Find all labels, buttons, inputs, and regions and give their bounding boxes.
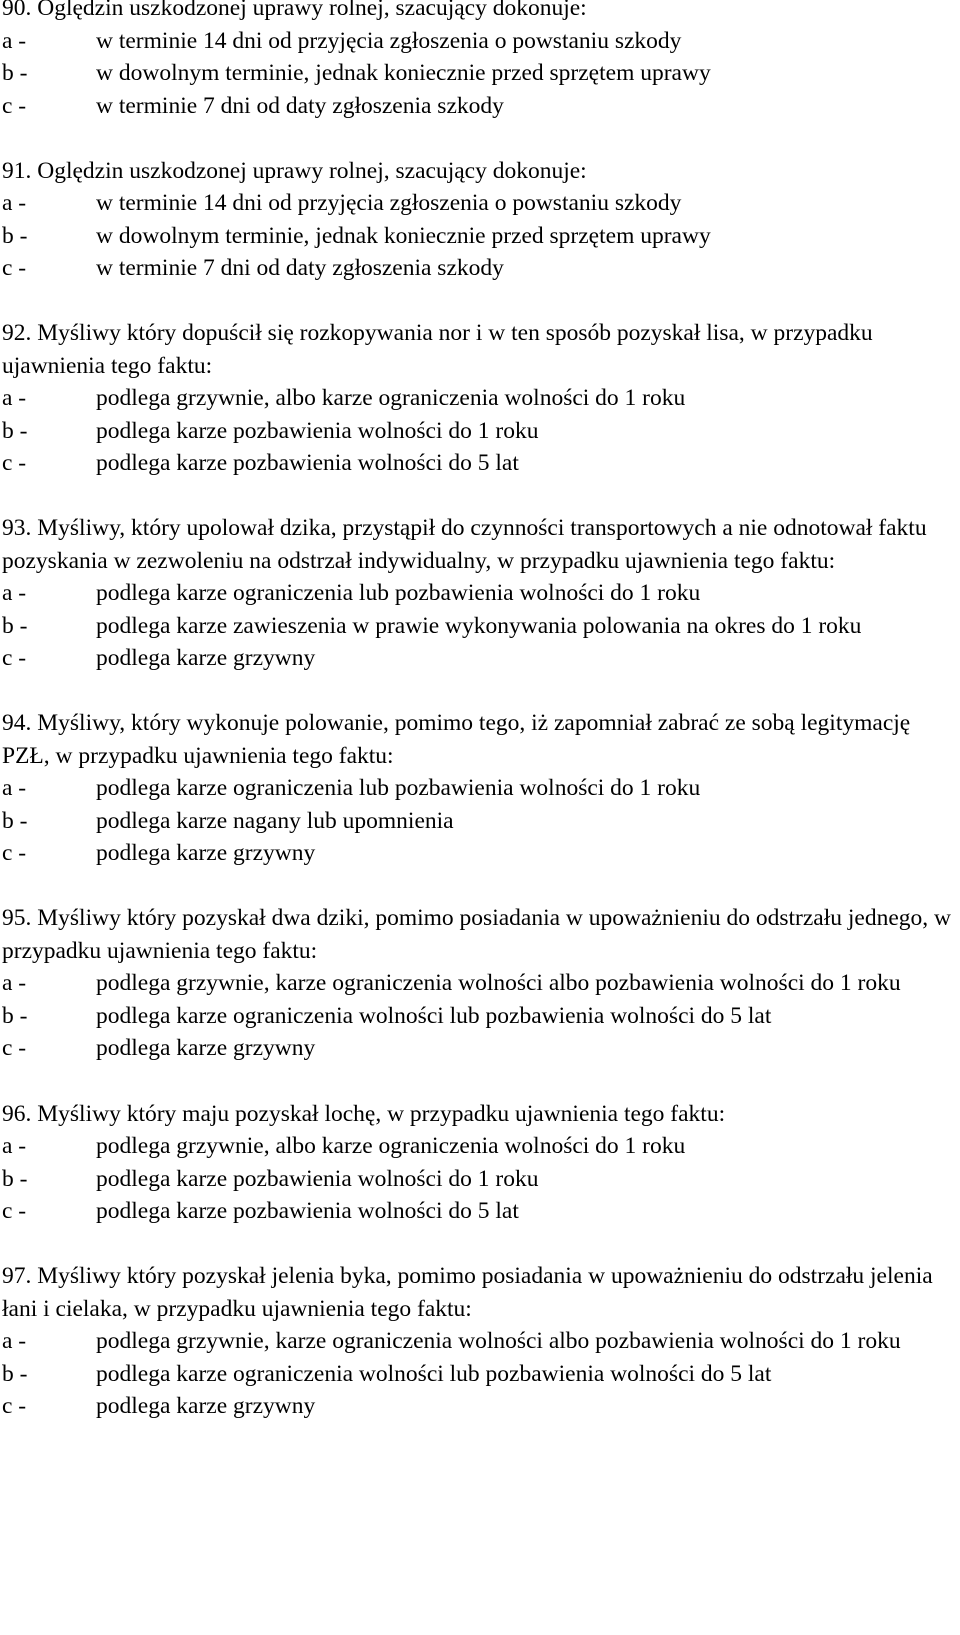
answer-option <box>2 967 954 1000</box>
question-text: Myśliwy który dopuścił się rozkopywania nor i w ten sposób pozyskał lisa, w przypadku ujawnienia tego faktu: <box>2 320 873 379</box>
answer-option <box>2 1358 954 1391</box>
answer-text: podlega karze ograniczenia wolności lub pozbawienia wolności do 5 lat <box>96 1002 772 1029</box>
question-heading <box>2 155 954 188</box>
answer-text: podlega karze zawieszenia w prawie wykonywania polowania na okres do 1 roku <box>96 612 862 639</box>
answer-text: w terminie 14 dni od przyjęcia zgłoszenia o powstaniu szkody <box>96 27 682 54</box>
answer-letter: c - <box>2 450 27 477</box>
answer-letter: b - <box>2 417 28 444</box>
answer-letter: c - <box>2 1393 27 1420</box>
answer-option <box>2 837 954 870</box>
question-block <box>2 155 954 285</box>
answer-text: podlega grzywnie, karze ograniczenia wolności albo pozbawienia wolności do 1 roku <box>96 1328 901 1355</box>
answer-text: w dowolnym terminie, jednak koniecznie przed sprzętem uprawy <box>96 60 711 86</box>
answer-text: w terminie 7 dni od daty zgłoszenia szkody <box>96 255 504 282</box>
question-text: Oględzin uszkodzonej uprawy rolnej, szacujący dokonuje: <box>37 0 587 21</box>
answer-text: podlega karze pozbawienia wolności do 1 roku <box>96 1165 539 1192</box>
answer-option <box>2 252 954 285</box>
answer-text: podlega karze grzywny <box>96 1393 316 1420</box>
answer-option <box>2 447 954 480</box>
question-number: 92. <box>2 320 32 347</box>
question-block <box>2 512 954 675</box>
question-block <box>2 1098 954 1228</box>
question-block <box>2 902 954 1065</box>
answer-letter: b - <box>2 1002 28 1029</box>
answer-option <box>2 610 954 643</box>
question-block <box>2 1260 954 1423</box>
answer-text: w dowolnym terminie, jednak koniecznie przed sprzętem uprawy <box>96 222 711 249</box>
question-text: Myśliwy, który upolował dzika, przystąpił do czynności transportowych a nie odnotował faktu pozyskania w zezwoleniu na odstrzał indywidualny, w przypadku ujawnienia tego faktu: <box>2 515 927 574</box>
answer-text: podlega karze nagany lub upomnienia <box>96 807 454 834</box>
question-number: 91. <box>2 157 32 184</box>
question-number: 96. <box>2 1100 32 1127</box>
question-heading <box>2 1260 954 1325</box>
question-block <box>2 317 954 480</box>
answer-text: w terminie 14 dni od przyjęcia zgłoszenia o powstaniu szkody <box>96 190 682 217</box>
question-text: Myśliwy który pozyskał jelenia byka, pomimo posiadania w upoważnieniu do odstrzału jelenia łani i cielaka, w przypadku ujawnienia tego faktu: <box>2 1263 933 1322</box>
answer-letter: c - <box>2 1035 27 1062</box>
answer-text: podlega karze pozbawienia wolności do 1 roku <box>96 417 539 444</box>
answer-letter: c - <box>2 92 27 119</box>
answer-option <box>2 1000 954 1033</box>
question-number: 95. <box>2 905 32 932</box>
answer-letter: b - <box>2 1165 28 1192</box>
answer-letter: b - <box>2 60 28 86</box>
question-text: Myśliwy, który wykonuje polowanie, pomimo tego, iż zapomniał zabrać ze sobą legitymację PZŁ, w przypadku ujawnienia tego faktu: <box>2 710 911 769</box>
answer-letter: a - <box>2 385 27 412</box>
answer-option <box>2 772 954 805</box>
question-number: 97. <box>2 1263 32 1290</box>
question-text: Oględzin uszkodzonej uprawy rolnej, szacujący dokonuje: <box>37 157 587 184</box>
answer-letter: c - <box>2 645 27 672</box>
answer-letter: b - <box>2 222 28 249</box>
question-heading <box>2 512 954 577</box>
answer-option <box>2 805 954 838</box>
answer-text: podlega grzywnie, albo karze ograniczenia wolności do 1 roku <box>96 385 686 412</box>
answer-option <box>2 1325 954 1358</box>
answer-letter: b - <box>2 1360 28 1387</box>
question-text: Myśliwy który pozyskał dwa dziki, pomimo posiadania w upoważnieniu do odstrzału jednego, w przypadku ujawnienia tego faktu: <box>2 905 951 964</box>
question-text: Myśliwy który maju pozyskał lochę, w przypadku ujawnienia tego faktu: <box>37 1100 726 1127</box>
answer-letter: c - <box>2 255 27 282</box>
answer-option <box>2 382 954 415</box>
answer-text: podlega karze grzywny <box>96 645 316 672</box>
question-number: 94. <box>2 710 32 737</box>
answer-option <box>2 1163 954 1196</box>
answer-option <box>2 90 954 123</box>
answer-option <box>2 577 954 610</box>
question-number: 90. <box>2 0 32 21</box>
question-block <box>2 707 954 870</box>
question-heading <box>2 707 954 772</box>
answer-letter: c - <box>2 1198 27 1225</box>
answer-letter: c - <box>2 840 27 867</box>
answer-option <box>2 25 954 58</box>
answer-option <box>2 1032 954 1065</box>
answer-text: podlega karze pozbawienia wolności do 5 lat <box>96 1198 519 1225</box>
answer-letter: a - <box>2 775 27 802</box>
answer-text: podlega grzywnie, karze ograniczenia wolności albo pozbawienia wolności do 1 roku <box>96 970 901 997</box>
answer-letter: a - <box>2 27 27 54</box>
answer-letter: a - <box>2 1133 27 1160</box>
answer-text: podlega karze ograniczenia lub pozbawienia wolności do 1 roku <box>96 775 701 802</box>
answer-option <box>2 1195 954 1228</box>
answer-text: podlega grzywnie, albo karze ograniczenia wolności do 1 roku <box>96 1133 686 1160</box>
answer-text: podlega karze grzywny <box>96 1035 316 1062</box>
answer-option <box>2 415 954 448</box>
answer-option <box>2 220 954 253</box>
answer-letter: a - <box>2 190 27 217</box>
question-heading <box>2 0 954 25</box>
question-heading <box>2 902 954 967</box>
answer-option <box>2 1130 954 1163</box>
answer-text: podlega karze grzywny <box>96 840 316 867</box>
question-block <box>2 0 954 122</box>
answer-option <box>2 187 954 220</box>
answer-letter: b - <box>2 612 28 639</box>
answer-letter: a - <box>2 970 27 997</box>
answer-text: podlega karze ograniczenia lub pozbawienia wolności do 1 roku <box>96 580 701 607</box>
answer-option <box>2 57 954 90</box>
question-number: 93. <box>2 515 32 542</box>
answer-text: podlega karze pozbawienia wolności do 5 lat <box>96 450 519 477</box>
answer-letter: b - <box>2 807 28 834</box>
answer-option <box>2 642 954 675</box>
answer-letter: a - <box>2 1328 27 1355</box>
answer-option <box>2 1390 954 1423</box>
question-heading <box>2 317 954 382</box>
answer-letter: a - <box>2 580 27 607</box>
answer-text: w terminie 7 dni od daty zgłoszenia szkody <box>96 92 504 119</box>
question-heading <box>2 1098 954 1131</box>
answer-text: podlega karze ograniczenia wolności lub pozbawienia wolności do 5 lat <box>96 1360 772 1387</box>
